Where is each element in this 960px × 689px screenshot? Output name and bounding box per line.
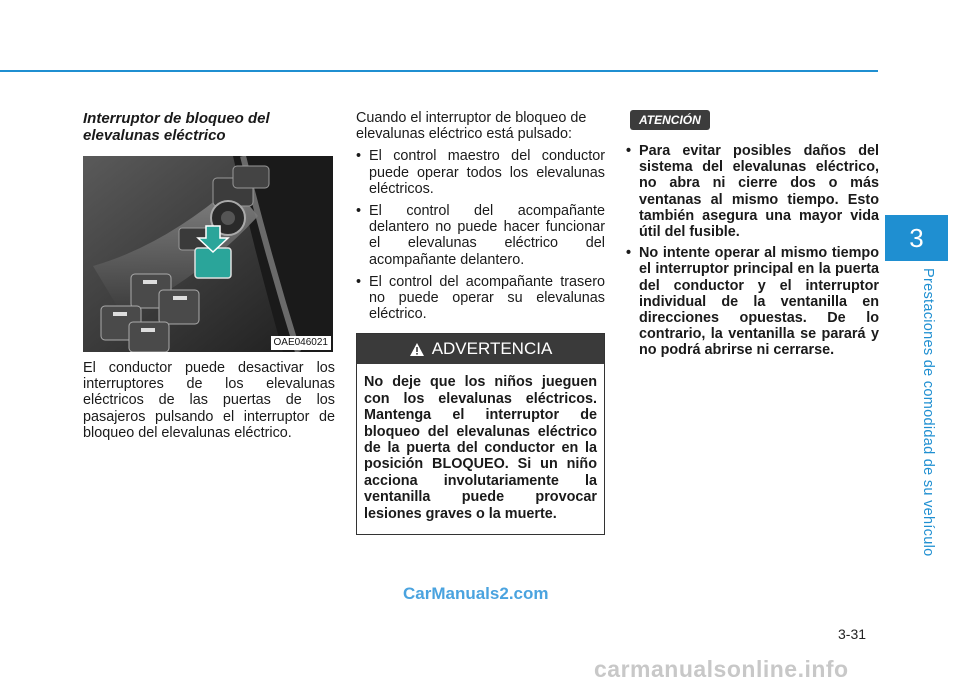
right-column [626, 110, 879, 364]
window-switch-photo [83, 156, 333, 352]
left-column [83, 110, 335, 441]
section-body: El conductor puede desactivar los interruptores de los elevalunas eléctricos de las puertas de los pasajeros pulsando el interruptor de bloqueo del elevalunas eléctrico. [83, 360, 335, 441]
caution-list [626, 143, 879, 359]
warning-text: No deje que los niños jueguen con los elevalunas eléctricos. Mantenga el interruptor de bloqueo del elevalunas eléctrico de la puerta del conductor en la posición BLOQUEO. Si un niño acciona involutariamente la ventanilla puede provocar lesiones graves o la muerte. [364, 374, 597, 522]
warning-title: ADVERTENCIA [431, 339, 553, 359]
header-rule [0, 70, 878, 72]
list-item: • No intente operar al mismo tiempo el interruptor principal en la puerta del conductor y el interruptor individual de la ventanilla en direcciones opuestas. De lo contrario, la ventanilla se parará y no podrá abrirse ni cerrarse. [626, 245, 879, 358]
watermark-link[interactable]: CarManuals2.com [403, 584, 549, 603]
warning-triangle-icon [409, 342, 425, 357]
section-heading: Interruptor de bloqueo del elevalunas eléctrico [83, 110, 270, 144]
chapter-side-title: Prestaciones de comodidad de su vehículo [920, 268, 936, 557]
list-item: • El control del acompañante delantero no puede hacer funcionar el elevalunas eléctrico del acompañante delantero. [356, 203, 605, 268]
list-item: • El control maestro del conductor puede operar todos los elevalunas eléctricos. [356, 148, 605, 197]
middle-column [356, 110, 605, 535]
lock-intro: Cuando el interruptor de bloqueo de elevalunas eléctrico está pulsado: [356, 110, 587, 143]
list-item: • El control del acompañante trasero no puede operar su elevalunas eléctrico. [356, 274, 605, 323]
footer-watermark: carmanualsonline.info [594, 656, 849, 682]
warning-box [356, 333, 605, 535]
page-number: 3-31 [838, 626, 867, 642]
lock-effects-list [356, 148, 605, 322]
photo-code: OAE046021 [271, 336, 332, 350]
chapter-number: 3 [909, 222, 924, 253]
warning-header [357, 334, 604, 364]
list-item: • Para evitar posibles daños del sistema del elevalunas eléctrico, no abra ni cierre dos o más ventanas al mismo tiempo. Esto también asegura una mayor vida útil del fusible. [626, 143, 879, 240]
chapter-tab [885, 215, 948, 261]
door-panel-illustration [83, 156, 333, 352]
caution-label: ATENCIÓN [630, 110, 710, 130]
